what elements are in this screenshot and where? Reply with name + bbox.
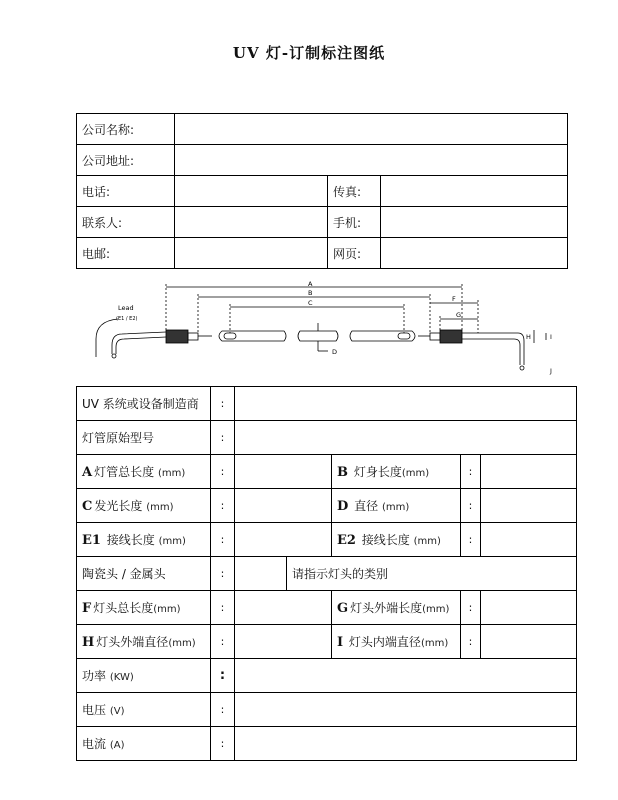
left-cap-neck [188,333,198,340]
original-model-field[interactable] [235,421,577,455]
company-name-label: 公司名称: [77,114,175,145]
label-text: 接线长度 [361,533,410,547]
label-text: 电流 [82,737,107,751]
table-row [77,114,568,145]
label-b: B [308,289,313,297]
colon: : [461,489,481,523]
letter-f: F [82,601,92,616]
label-j: J [550,367,552,375]
left-cap [166,330,188,343]
label-i: I [550,333,552,341]
unit: (mm) [146,502,174,513]
phone-label: 电话: [77,176,175,207]
diameter-label [332,489,461,523]
table-row [77,176,568,207]
table-row [77,489,577,523]
right-lead-terminal [520,366,524,370]
left-electrode [224,333,236,339]
table-row [77,421,577,455]
table-row [77,727,577,761]
cap-outer-length-label [332,591,461,625]
tube-segment-right [350,331,415,341]
cap-inner-diameter-label [332,625,461,659]
colon: : [211,659,235,693]
unit: (mm) [401,468,430,479]
cap-type-hint: 请指示灯头的类别 [287,557,577,591]
power-label [77,659,211,693]
unit: (mm) [413,536,441,547]
company-address-field[interactable] [175,145,568,176]
company-name-field[interactable] [175,114,568,145]
company-address-label: 公司地址: [77,145,175,176]
current-field[interactable] [235,727,577,761]
table-row [77,207,568,238]
letter-b: B [337,465,348,480]
contact-info-table [76,113,568,269]
colon: : [211,421,235,455]
label-text: 接线长度 [106,533,155,547]
cap-outer-diameter-field[interactable] [235,625,332,659]
diameter-field[interactable] [481,489,577,523]
power-field[interactable] [235,659,577,693]
left-lead-terminal [112,354,116,358]
table-row [77,455,577,489]
colon: : [461,625,481,659]
label-text: 灯头内端直径 [348,635,421,649]
letter-c: C [82,499,93,514]
colon: : [211,455,235,489]
label-d: D [332,348,338,356]
letter-e2: E2 [337,533,356,548]
label-lead: Lead [118,304,134,312]
page-title: UV 灯-订制标注图纸 [232,44,386,62]
label-text: 电压 [82,703,107,717]
email-field[interactable] [175,238,328,269]
unit: (mm) [420,638,449,649]
cap-outer-length-field[interactable] [481,591,577,625]
colon: : [211,693,235,727]
manufacturer-label: UV 系统或设备制造商 [77,387,211,421]
colon: : [211,625,235,659]
body-length-field[interactable] [481,455,577,489]
table-row [77,387,577,421]
email-label: 电邮: [77,238,175,269]
webpage-label: 网页: [328,238,381,269]
label-a: A [308,280,313,288]
unit: (mm) [381,502,410,513]
colon: : [211,523,235,557]
left-lead-wire [116,337,166,354]
arc-length-field[interactable] [235,489,332,523]
label-g: G [456,311,462,319]
label-text: 灯头总长度 [93,601,154,615]
body-length-label [332,455,461,489]
label-text: 功率 [82,669,107,683]
label-text: 灯管总长度 [94,465,155,479]
table-row [77,693,577,727]
letter-g: G [337,601,349,616]
unit: (V) [109,706,125,717]
right-cap [440,330,462,343]
colon: : [461,523,481,557]
unit: (mm) [422,604,450,615]
tube-segment-middle [298,331,338,341]
colon: : [211,489,235,523]
fax-field[interactable] [381,176,568,207]
label-text: 发光长度 [94,499,143,513]
mobile-label: 手机: [328,207,381,238]
cap-total-length-label [77,591,211,625]
colon: : [461,591,481,625]
colon: : [211,557,235,591]
label-lead-sub: (E1 / E2) [116,316,138,322]
voltage-field[interactable] [235,693,577,727]
right-electrode [398,333,410,339]
arc-length-label [77,489,211,523]
cap-inner-diameter-field[interactable] [481,625,577,659]
right-lead-wire [462,333,524,365]
colon: : [211,387,235,421]
unit: (A) [109,740,125,751]
colon: : [211,727,235,761]
label-h: H [526,333,531,341]
table-row [77,238,568,269]
lamp-dimension-diagram [82,279,562,379]
unit: (mm) [153,604,181,615]
cap-type-label: 陶瓷头 / 金属头 [77,557,211,591]
total-length-field[interactable] [235,455,332,489]
e1-lead-length-label [77,523,211,557]
label-f: F [452,295,456,303]
colon: : [461,455,481,489]
webpage-field[interactable] [381,238,568,269]
fax-label: 传真: [328,176,381,207]
left-lead-wire-outer [112,332,166,354]
table-row [77,625,577,659]
e1-lead-length-field[interactable] [235,523,332,557]
cap-total-length-field[interactable] [235,591,332,625]
colon: : [211,591,235,625]
right-lead-wire-inner [462,339,520,365]
phone-field[interactable] [175,176,328,207]
letter-d: D [337,499,349,514]
unit: (mm) [157,468,186,479]
label-text: 直径 [354,499,379,513]
table-row [77,591,577,625]
mobile-field[interactable] [381,207,568,238]
table-row [77,523,577,557]
unit: (mm) [168,638,196,649]
label-text: 灯身长度 [353,465,402,479]
current-label [77,727,211,761]
letter-h: H [82,635,95,650]
e2-lead-length-label [332,523,461,557]
e2-lead-length-field[interactable] [481,523,577,557]
label-c: C [308,299,313,307]
original-model-label: 灯管原始型号 [77,421,211,455]
dim-line-lead [96,319,118,357]
table-row [77,145,568,176]
letter-e1: E1 [82,533,101,548]
letter-a: A [82,465,93,480]
letter-i: I [337,635,344,650]
right-cap-neck [430,333,440,340]
table-row [77,659,577,693]
total-length-label [77,455,211,489]
spec-table [76,386,577,761]
cap-type-field[interactable] [235,557,287,591]
cap-outer-diameter-label [77,625,211,659]
label-text: 灯头外端长度 [350,601,423,615]
voltage-label [77,693,211,727]
unit: (mm) [158,536,186,547]
manufacturer-field[interactable] [235,387,577,421]
unit: (KW) [109,672,134,683]
contact-person-label: 联系人: [77,207,175,238]
label-text: 灯头外端直径 [96,635,169,649]
table-row [77,557,577,591]
tube-segment-left [219,331,286,341]
contact-person-field[interactable] [175,207,328,238]
